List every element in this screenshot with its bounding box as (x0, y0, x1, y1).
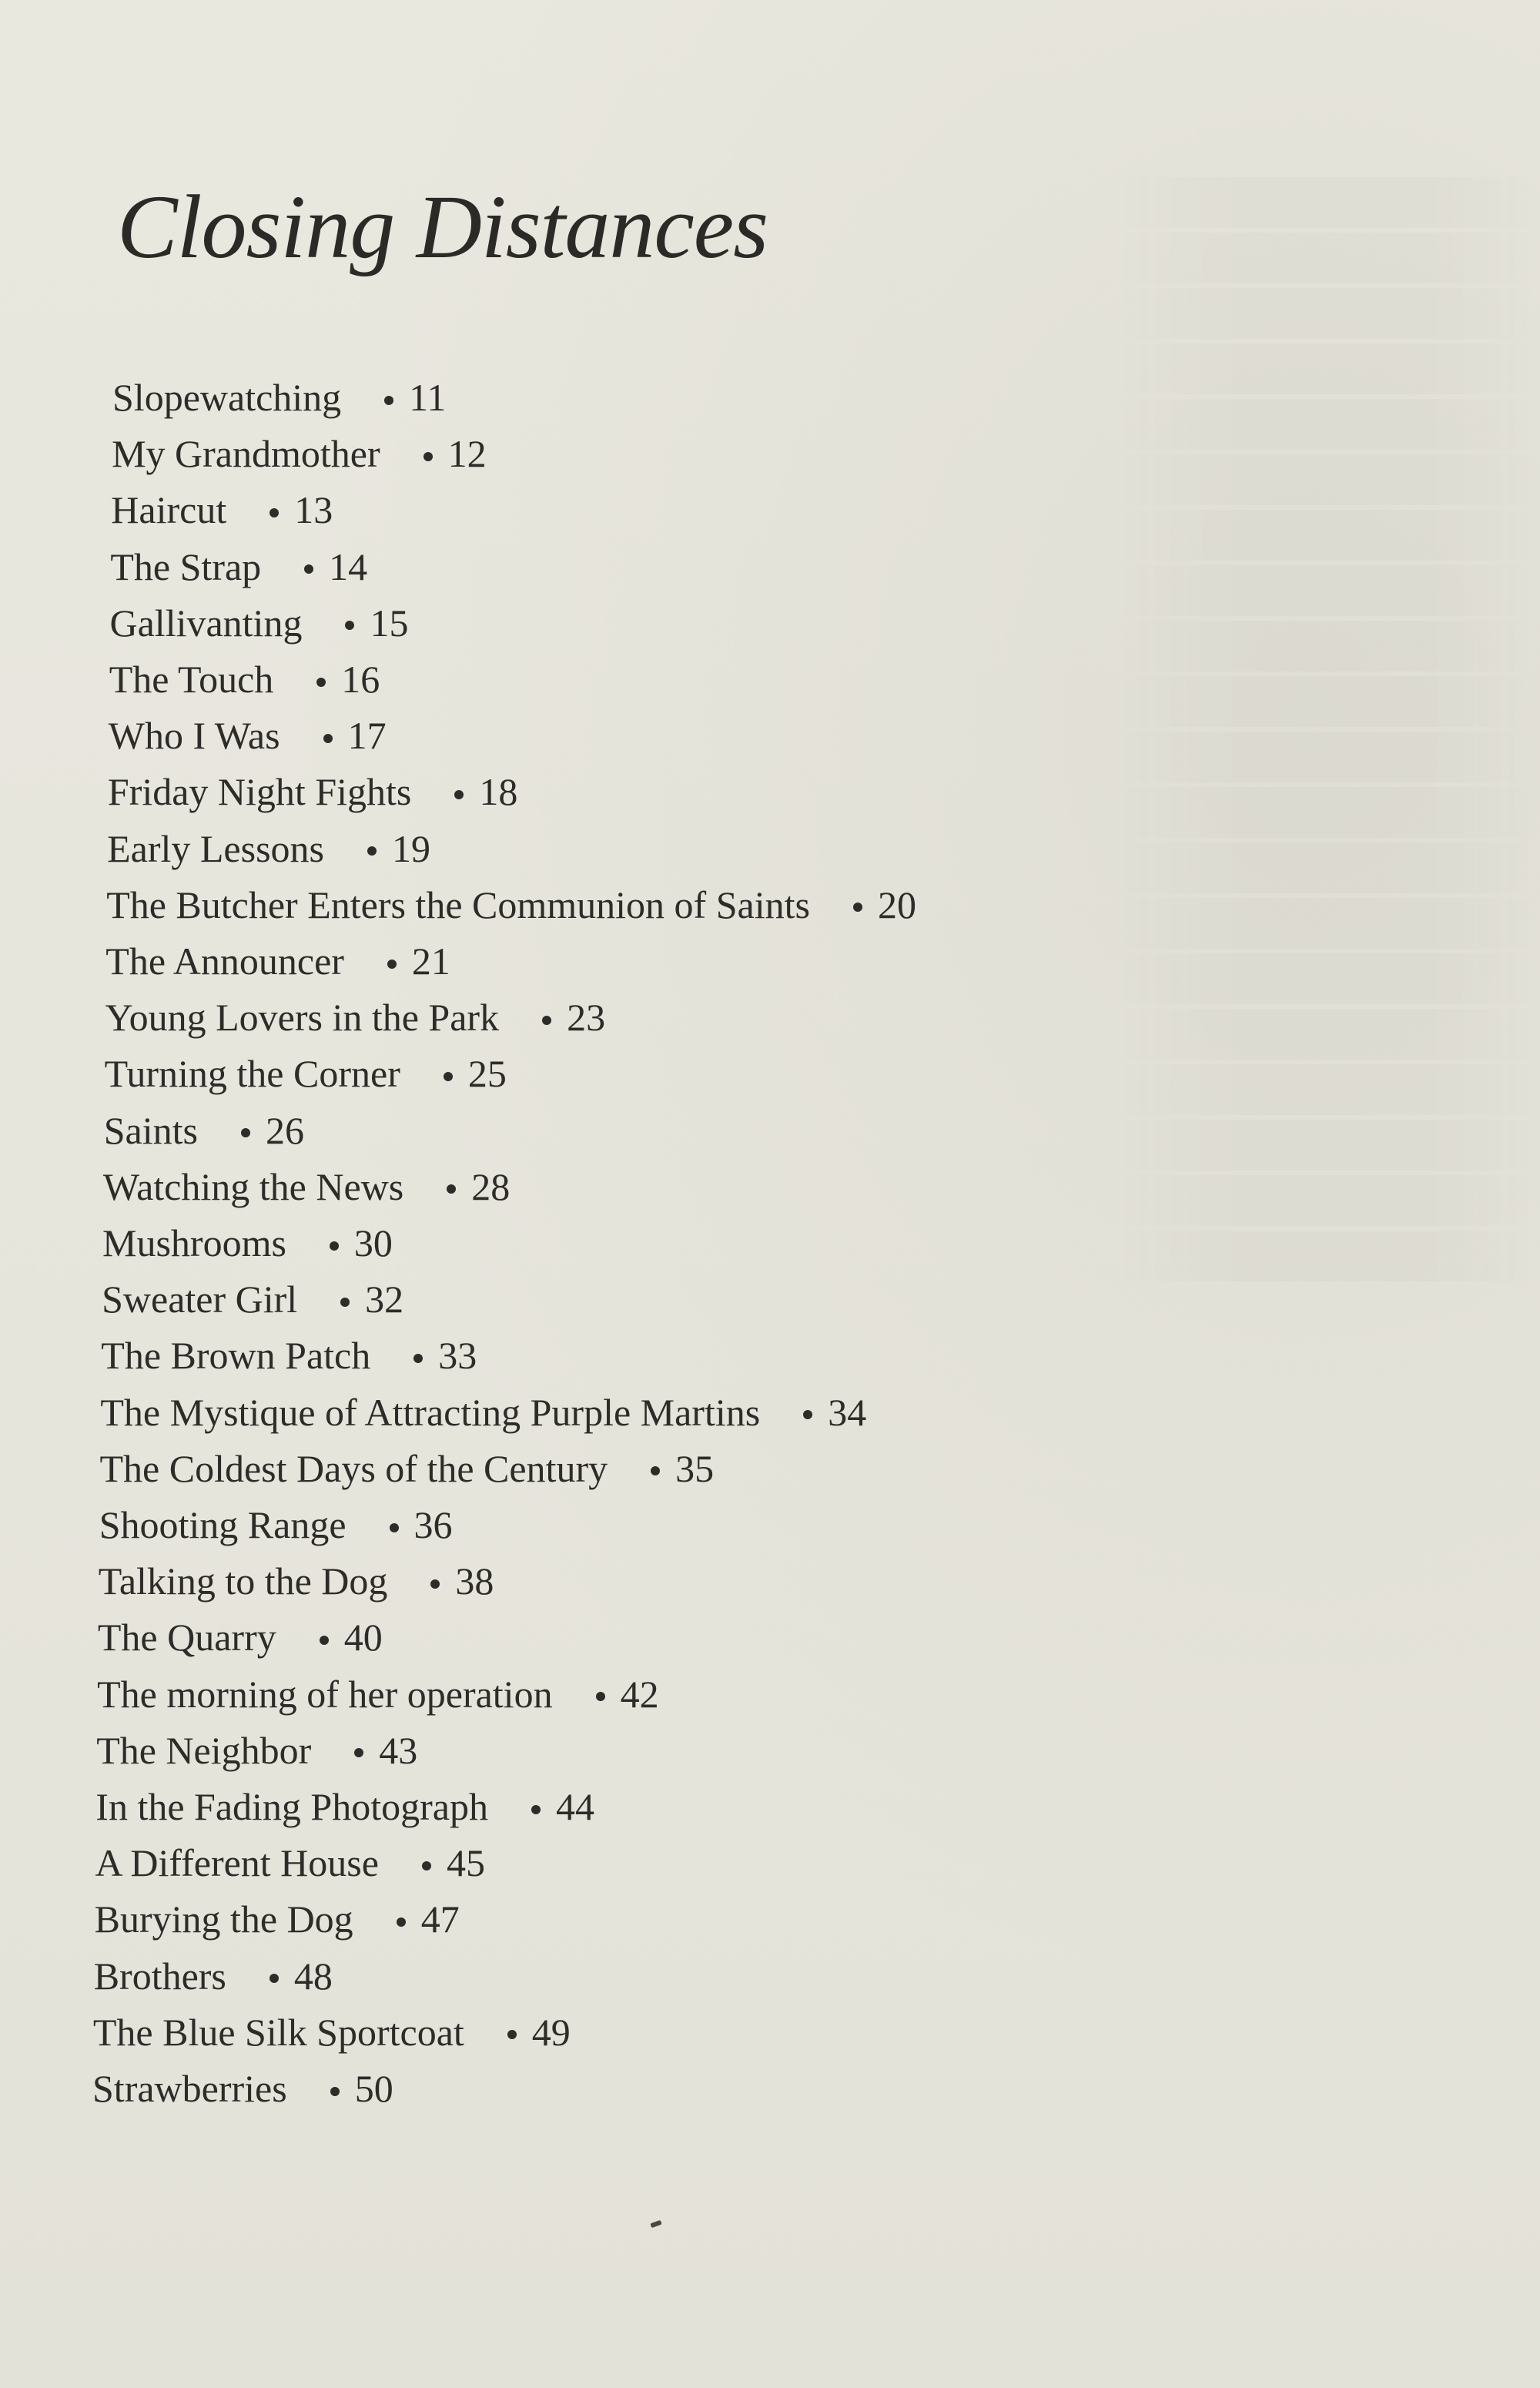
toc-entry-title: My Grandmother (112, 432, 380, 476)
toc-entry (101, 1331, 477, 1380)
toc-entry-page-number: 49 (531, 2010, 571, 2054)
bullet-icon (354, 1748, 363, 1757)
toc-entry-page-number: 12 (447, 432, 487, 476)
toc-entry-title: Brothers (93, 1954, 226, 1998)
toc-entry-title: The Quarry (97, 1616, 276, 1660)
toc-entry-page-number: 15 (370, 601, 409, 645)
toc-entry (100, 1444, 715, 1493)
toc-entry-page-number: 16 (341, 658, 380, 701)
toc-entry-title: The Touch (109, 658, 274, 701)
toc-entry-page-number: 34 (828, 1390, 867, 1434)
toc-entry (112, 373, 446, 422)
toc-entry (109, 711, 387, 760)
toc-entry (109, 655, 380, 704)
toc-entry-page-number: 26 (265, 1108, 304, 1152)
toc-entry-page-number: 47 (420, 1897, 460, 1941)
bullet-icon (424, 452, 433, 461)
bullet-icon (316, 678, 326, 687)
toc-entry (103, 1162, 510, 1211)
toc-entry-title: Gallivanting (109, 601, 303, 645)
toc-entry-title: Talking to the Dog (98, 1559, 388, 1603)
toc-entry-title: A Different House (95, 1841, 379, 1885)
toc-entry (105, 1049, 507, 1098)
toc-entry (98, 1613, 383, 1662)
toc-entry (94, 1951, 333, 2001)
bullet-icon (390, 1523, 399, 1532)
toc-entry-page-number: 45 (446, 1841, 485, 1885)
toc-entry-page-number: 33 (438, 1334, 477, 1378)
toc-entry-page-number: 23 (567, 996, 606, 1040)
toc-entry (97, 1670, 658, 1719)
toc-entry-page-number: 35 (675, 1446, 715, 1490)
toc-entry (95, 1894, 460, 1944)
bullet-icon (447, 1184, 456, 1194)
toc-entry (110, 598, 409, 648)
bullet-icon (454, 790, 464, 799)
toc-entry-page-number: 43 (379, 1728, 418, 1772)
toc-entry-page-number: 21 (411, 939, 450, 983)
toc-entry-page-number: 11 (409, 376, 447, 419)
toc-entry-title: Slopewatching (112, 376, 342, 419)
bullet-icon (323, 734, 333, 743)
toc-entry-title: Burying the Dog (94, 1897, 353, 1941)
toc-entry-title: Strawberries (92, 2067, 287, 2110)
bullet-icon (422, 1861, 431, 1871)
bullet-icon (384, 396, 393, 405)
toc-entry-title: The Brown Patch (101, 1334, 371, 1378)
toc-entry-title: The Butcher Enters the Communion of Saints (106, 883, 810, 926)
toc-entry-title: The Neighbor (96, 1728, 312, 1772)
toc-entry-title: Young Lovers in the Park (105, 996, 500, 1040)
toc-entry-title: Saints (103, 1108, 198, 1152)
toc-entry-page-number: 44 (555, 1785, 594, 1828)
toc-entry-title: Watching the News (102, 1164, 404, 1208)
bullet-icon (803, 1410, 812, 1419)
toc-entry (111, 485, 333, 534)
toc-entry (106, 880, 916, 929)
toc-entry (108, 767, 517, 816)
bullet-icon (330, 1241, 339, 1251)
toc-entry (96, 1726, 417, 1775)
toc-entry-page-number: 19 (391, 826, 430, 870)
toc-entry-page-number: 13 (294, 488, 333, 532)
toc-entry-page-number: 28 (471, 1164, 511, 1208)
bullet-icon (387, 960, 397, 969)
toc-entry (102, 1274, 403, 1324)
bullet-icon (542, 1016, 551, 1025)
toc-entry (95, 1838, 485, 1887)
toc-entry-page-number: 30 (353, 1221, 393, 1264)
bullet-icon (270, 1974, 279, 1983)
toc-entry-page-number: 25 (467, 1052, 507, 1096)
section-title: Closing Distances (117, 176, 768, 277)
bullet-icon (367, 846, 377, 856)
bullet-icon (304, 564, 313, 574)
bullet-icon (507, 2030, 517, 2039)
toc-entry-title: The morning of her operation (97, 1672, 553, 1716)
toc-entry-title: The Announcer (105, 939, 344, 983)
toc-entry-title: The Strap (110, 544, 262, 588)
toc-entry (105, 993, 606, 1042)
bullet-icon (413, 1354, 423, 1363)
bullet-icon (531, 1805, 541, 1814)
toc-entry-title: Shooting Range (99, 1503, 346, 1546)
toc-entry-title: Mushrooms (102, 1221, 286, 1264)
bullet-icon (853, 903, 862, 912)
toc-entry (112, 429, 487, 478)
toc-entry (110, 542, 367, 591)
toc-entry (99, 1500, 453, 1549)
bullet-icon (320, 1636, 329, 1645)
toc-entry (107, 824, 430, 873)
toc-entry-page-number: 50 (354, 2067, 393, 2110)
toc-entry (93, 2008, 571, 2057)
toc-entry-title: The Coldest Days of the Century (99, 1446, 608, 1490)
bullet-icon (330, 2087, 340, 2096)
toc-entry (102, 1218, 393, 1268)
toc-entry-title: In the Fading Photograph (95, 1785, 488, 1828)
bullet-icon (397, 1917, 406, 1927)
toc-entry-page-number: 18 (479, 770, 518, 814)
toc-entry-title: Sweater Girl (102, 1278, 298, 1321)
toc-entry-page-number: 20 (877, 883, 916, 926)
toc-entry-title: Turning the Corner (104, 1052, 400, 1096)
toc-entry-title: Early Lessons (107, 826, 324, 870)
bullet-icon (444, 1072, 453, 1081)
toc-entry-page-number: 17 (347, 714, 387, 758)
toc-entry-title: The Blue Silk Sportcoat (92, 2010, 464, 2054)
toc-entry-page-number: 32 (365, 1278, 404, 1321)
toc-entry-title: Haircut (111, 488, 227, 532)
bullet-icon (241, 1128, 250, 1137)
bullet-icon (340, 1298, 350, 1307)
toc-entry-title: Who I Was (108, 714, 280, 758)
toc-entry-page-number: 38 (455, 1559, 494, 1603)
toc-entry-page-number: 36 (413, 1503, 453, 1546)
toc-entry-page-number: 48 (293, 1954, 333, 1998)
toc-entry (104, 1106, 304, 1155)
toc-entry (105, 936, 450, 986)
bullet-icon (651, 1466, 660, 1475)
toc-entry-page-number: 42 (620, 1672, 659, 1716)
bullet-icon (345, 621, 354, 630)
toc-entry-page-number: 14 (329, 544, 368, 588)
toc-entry (100, 1388, 866, 1437)
toc-entry (95, 1782, 594, 1831)
toc-entry (92, 2064, 393, 2113)
bullet-icon (430, 1579, 440, 1589)
bullet-icon (596, 1692, 605, 1701)
toc-entry-page-number: 40 (343, 1616, 383, 1660)
toc-entry (99, 1556, 494, 1606)
toc-entry-title: Friday Night Fights (107, 770, 412, 814)
toc-entry-title: The Mystique of Attracting Purple Martins (100, 1390, 761, 1434)
bullet-icon (270, 508, 279, 517)
